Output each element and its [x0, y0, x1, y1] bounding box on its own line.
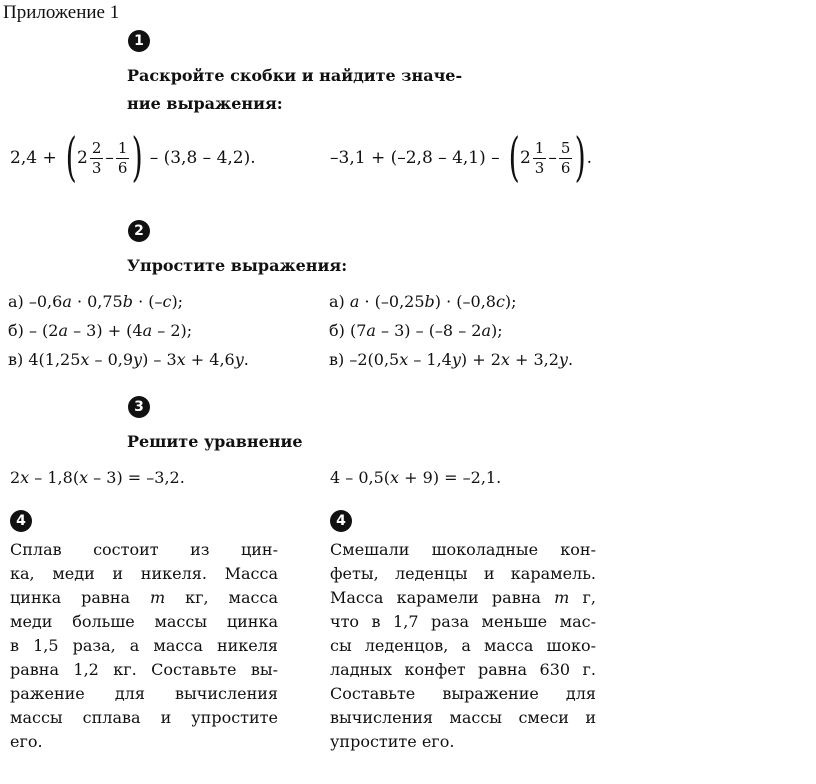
task1-title-line1: Раскройте скобки и найдите значе- [127, 66, 463, 85]
paragraph-line: равна 1,2 кг. Составьте вы- [10, 660, 278, 679]
fraction-denominator: 3 [91, 158, 102, 177]
right-paren: ) [131, 128, 144, 188]
task2-title: Упростите выражения: [127, 256, 348, 275]
task1-title-line2: ние выражения: [127, 94, 283, 113]
task2-right-a: а) 𝑎 · (–0,25𝑏) · (–0,8𝑐); [329, 292, 517, 311]
paragraph-line: Сплав состоит из цин- [10, 540, 278, 559]
paragraph-line: ражение для вычисления [10, 684, 278, 703]
expr-part: . [586, 148, 593, 168]
fraction-numerator: 5 [560, 138, 571, 157]
paragraph-line: что в 1,7 раза меньше мас- [330, 612, 596, 631]
paragraph-line: вычисления массы смеси и [330, 708, 596, 727]
left-paren: ( [508, 128, 520, 188]
task-number-badge: 2 [128, 220, 150, 242]
paragraph-line: феты, леденцы и карамель. [330, 564, 596, 583]
task-number-badge: 3 [128, 396, 150, 418]
expr-part: –3,1 + (–2,8 – 4,1) – [330, 148, 500, 168]
task1-expression-right [330, 130, 592, 186]
fraction-denominator: 6 [117, 158, 128, 177]
task-number-badge: 4 [330, 510, 352, 532]
fraction-numerator: 1 [534, 138, 545, 157]
paragraph-line: его. [10, 732, 43, 751]
paragraph-line: ка, меди и никеля. Масса [10, 564, 278, 583]
expr-part: 2,4 + [10, 148, 57, 168]
task-number-badge: 1 [128, 30, 150, 52]
task-number-badge: 4 [10, 510, 32, 532]
fraction [90, 139, 104, 178]
paragraph-line: массы сплава и упростите [10, 708, 278, 727]
minus-sign: – [548, 148, 557, 168]
paragraph-line: сы леденцов, а масса шоко- [330, 636, 596, 655]
fraction [559, 139, 573, 178]
whole-number: 2 [519, 148, 531, 168]
paragraph-line: меди больше массы цинка [10, 612, 278, 631]
appendix-label: Приложение 1 [3, 2, 120, 23]
paragraph-line: ладных конфет равна 630 г. [330, 660, 596, 679]
fraction [116, 139, 130, 178]
fraction [533, 139, 547, 178]
paragraph-line: упростите его. [330, 732, 455, 751]
task2-left-b: б) – (2𝑎 – 3) + (4𝑎 – 2); [8, 321, 193, 340]
fraction-denominator: 6 [560, 158, 571, 177]
whole-number: 2 [76, 148, 88, 168]
task1-expression-left [10, 130, 256, 186]
paragraph-line: в 1,5 раза, а масса никеля [10, 636, 278, 655]
task3-equation-right: 4 – 0,5(𝑥 + 9) = –2,1. [330, 468, 502, 487]
paragraph-line: цинка равна 𝑚 кг, масса [10, 588, 278, 607]
task4-left-paragraph [10, 538, 278, 754]
fraction-numerator: 1 [117, 138, 128, 157]
task2-right-c: в) –2(0,5𝑥 – 1,4𝑦) + 2𝑥 + 3,2𝑦. [329, 350, 574, 369]
paragraph-line: Смешали шоколадные кон- [330, 540, 596, 559]
fraction-denominator: 3 [534, 158, 545, 177]
expr-part: – (3,8 – 4,2). [149, 148, 256, 168]
paragraph-line: Составьте выражение для [330, 684, 596, 703]
task2-left-c: в) 4(1,25𝑥 – 0,9𝑦) – 3𝑥 + 4,6𝑦. [8, 350, 249, 369]
right-paren: ) [574, 128, 587, 188]
task3-title: Решите уравнение [127, 432, 303, 451]
task4-right-paragraph [330, 538, 596, 754]
fraction-numerator: 2 [91, 138, 102, 157]
left-paren: ( [65, 128, 77, 188]
minus-sign: – [105, 148, 114, 168]
task2-right-b: б) (7𝑎 – 3) – (–8 – 2𝑎); [329, 321, 503, 340]
task3-equation-left: 2𝑥 – 1,8(𝑥 – 3) = –3,2. [10, 468, 185, 487]
task2-left-a: а) –0,6𝑎 · 0,75𝑏 · (–𝑐); [8, 292, 184, 311]
paragraph-line: Масса карамели равна 𝑚 г, [330, 588, 596, 607]
